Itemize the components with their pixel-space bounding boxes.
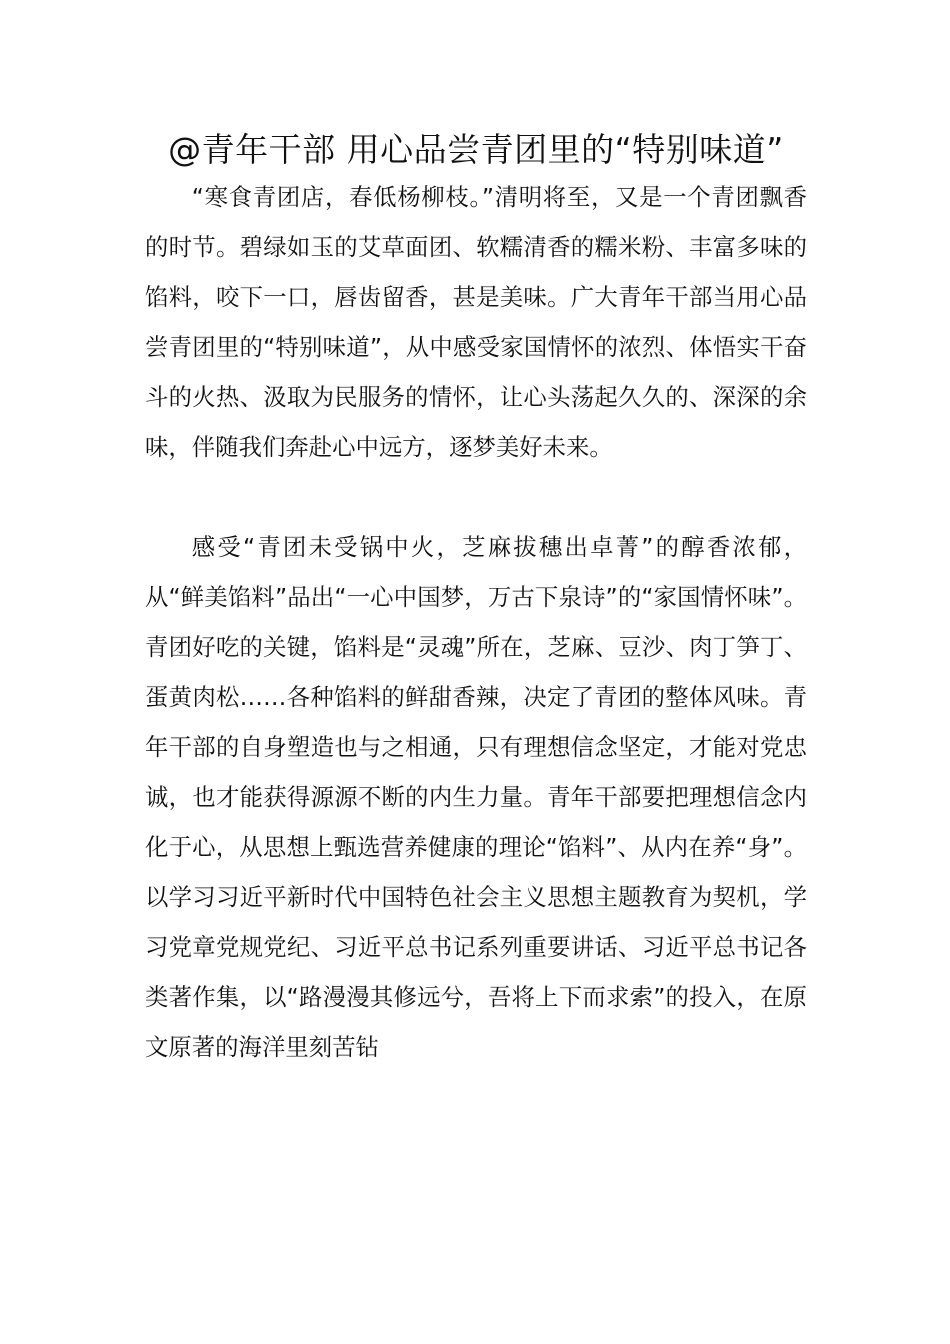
paragraph-family-feelings: 感受“青团未受锅中火，芝麻拔穗出卓菁”的醇香浓郁，从“鲜美馅料”品出“一心中国梦，万古下泉诗”的“家国情怀味”。青团好吃的关键，馅料是“灵魂”所在，芝麻、豆沙、肉丁笋丁、蛋黄肉松……各种馅料的鲜甜香辣，决定了青团的整体风味。青年干部的自身塑造也与之相通，只有理想信念坚定，才能对党忠诚，也才能获得源源不断的内生力量。青年干部要把理想信念内化于心，从思想上甄选营养健康的理论“馅料”、从内在养“身”。以学习习近平新时代中国特色社会主义思想主题教育为契机，学习党章党规党纪、习近平总书记系列重要讲话、习近平总书记各类著作集，以“路漫漫其修远兮，吾将上下而求索”的投入，在原文原著的海洋里刻苦钻 bbox=[145, 533, 807, 1061]
document-page bbox=[145, 128, 807, 1072]
document-title: @青年干部 用心品尝青团里的“特别味道” bbox=[168, 130, 784, 169]
paragraph-intro: “寒食青团店，春低杨柳枝。”清明将至，又是一个青团飘香的时节。碧绿如玉的艾草面团、软糯清香的糯米粉、丰富多味的馅料，咬下一口，唇齿留香，甚是美味。广大青年干部当用心品尝青团里的“特别味道”，从中感受家国情怀的浓烈、体悟实干奋斗的火热、汲取为民服务的情怀，让心头荡起久久的、深深的余味，伴随我们奔赴心中远方，逐梦美好未来。 bbox=[145, 183, 807, 461]
